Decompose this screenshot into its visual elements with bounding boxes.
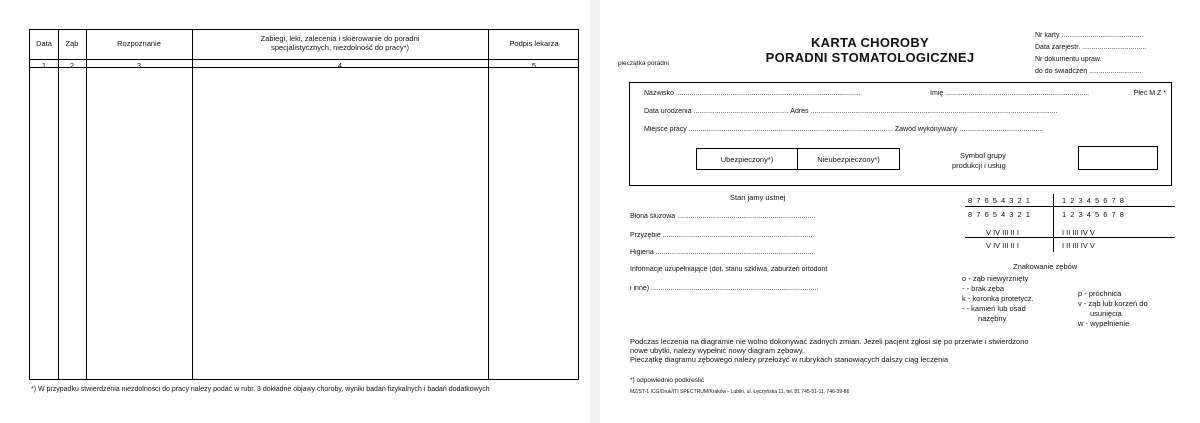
diagram-horizontal-line-2 bbox=[965, 237, 1175, 238]
print-info: MZ/ST-1 ICG/Druk/ITI SPECTRUM/Kraków - Lublin, ul. Łęczyńska 11, tel. 81 745-51-11, 746-39-86 bbox=[630, 389, 850, 395]
note-line-2: nowe ubytki, należy wypełnić nowy diagram zębowy. bbox=[630, 346, 805, 355]
group-symbol-label-2: produkcji i usług bbox=[952, 161, 1006, 170]
header-procedures-2: specjalistycznych, niezdolność do pracy*) bbox=[271, 43, 409, 52]
mucosa-field[interactable]: Błona śluzowa ....................................................................... bbox=[630, 213, 816, 220]
header-date: Data bbox=[36, 39, 52, 48]
legend-item: v - ząb lub korzeń do bbox=[1078, 299, 1148, 308]
teeth-lower-right: 8 7 6 5 4 3 2 1 bbox=[968, 210, 1031, 219]
left-footnote: *) W przypadku stwierdzenia niezdolności do pracy należy podać w rubr. 3 dokładne objawy choroby, wyniki badań fizykalnych i badań dodatkowych bbox=[31, 386, 490, 393]
registration-date-field[interactable]: Data zarejestr. ................................. bbox=[1035, 44, 1147, 51]
teeth-lower-left: 1 2 3 4 5 6 7 8 bbox=[1062, 210, 1125, 219]
column-tooth bbox=[58, 30, 87, 379]
dob-address-field[interactable]: Data urodzenia ................................................. Adres ............................................................................................................................... bbox=[644, 108, 1058, 115]
surname-field[interactable]: Nazwisko ............................................................................................... bbox=[644, 90, 861, 97]
col-number-5: 5 bbox=[531, 61, 537, 70]
group-symbol-input[interactable] bbox=[1078, 146, 1158, 170]
milk-teeth-upper-right: V IV III II I bbox=[986, 228, 1019, 237]
right-page bbox=[600, 0, 1200, 423]
insured-option[interactable]: Ubezpieczony*) bbox=[720, 155, 774, 164]
col-number-4: 4 bbox=[337, 61, 343, 70]
header-procedures-1: Zabiegi, leki, zalecenia i skierowanie do poradni bbox=[260, 34, 420, 43]
legend-title: Znakowanie zębów bbox=[1013, 262, 1078, 271]
header-tooth: Ząb bbox=[65, 39, 79, 48]
document-number-field[interactable]: do do świadczeń ........................... bbox=[1035, 68, 1142, 75]
header-diagnosis: Rozpoznanie bbox=[117, 39, 161, 48]
legend-item: - - kamień lub osad bbox=[962, 304, 1026, 313]
column-diagnosis bbox=[86, 30, 193, 379]
info-label: Informacje uzupełniające (dot. stanu szkliwa, zaburzeń ortodont bbox=[630, 266, 828, 273]
milk-teeth-lower-right: V IV III II I bbox=[986, 241, 1019, 250]
treatment-table bbox=[29, 29, 579, 380]
title-line-1: KARTA CHOROBY bbox=[810, 35, 929, 50]
note-line-3: Pieczątkę diagramu zębowego należy przełożyć w rubrykach stanowiących dalszy ciąg leczenia bbox=[630, 355, 949, 364]
col-number-2: 2 bbox=[69, 61, 75, 70]
hygiene-field[interactable]: Higiena ................................................................................. bbox=[630, 249, 814, 256]
uninsured-option[interactable]: Nieubezpieczony*) bbox=[817, 155, 880, 164]
legend-item: p - próchnica bbox=[1078, 289, 1122, 298]
page-gap bbox=[590, 0, 600, 423]
clinic-stamp-label: pieczątka poradni bbox=[618, 60, 669, 67]
column-procedures bbox=[192, 30, 489, 379]
col-number-1: 1 bbox=[41, 61, 47, 70]
oral-state-title: Stan jamy ustnej bbox=[730, 193, 786, 202]
sex-field[interactable]: Płeć M Z * bbox=[1133, 90, 1166, 97]
patient-box bbox=[629, 82, 1172, 186]
legend-item: usunięcia bbox=[1090, 309, 1122, 318]
legend-item: o - ząb niewyrżnięty bbox=[962, 274, 1029, 283]
col-number-3: 3 bbox=[136, 61, 142, 70]
workplace-occupation-field[interactable]: Miejsce pracy ......................................................................................................... Zawód wykonywany ........................................... bbox=[644, 126, 1044, 133]
note-line-1: Podczas leczenia na diagramie nie wolno dokonywać żadnych zmian. Jeżeli pacjent zgłosi się po przerwie i stwierdzono bbox=[630, 337, 1029, 346]
right-footnote: *) odpowiednio podkreślić bbox=[630, 377, 705, 384]
first-name-field[interactable]: Imię .......................................................................... bbox=[930, 90, 1090, 97]
info-field[interactable]: i inne) ...................................................................................... bbox=[630, 285, 819, 292]
card-number-field[interactable]: Nr karty .......................................... bbox=[1035, 32, 1144, 39]
legend-item: nazębny bbox=[978, 314, 1007, 323]
diagram-horizontal-line-1 bbox=[965, 206, 1175, 207]
diagram-vertical-line bbox=[1053, 194, 1054, 252]
insurance-box bbox=[696, 148, 900, 170]
legend-item: w - wypełnienie bbox=[1078, 319, 1130, 328]
header-signature: Podpis lekarza bbox=[509, 39, 559, 48]
teeth-upper-right: 8 7 6 5 4 3 2 1 bbox=[968, 196, 1031, 205]
legend-item: k - koronka protetycz. bbox=[962, 294, 1034, 303]
title-line-2: PORADNI STOMATOLOGICZNEJ bbox=[765, 50, 975, 65]
column-date bbox=[30, 30, 59, 379]
milk-teeth-upper-left: I II III IV V bbox=[1062, 228, 1095, 237]
left-page bbox=[0, 0, 590, 423]
teeth-upper-left: 1 2 3 4 5 6 7 8 bbox=[1062, 196, 1125, 205]
milk-teeth-lower-left: I II III IV V bbox=[1062, 241, 1095, 250]
legend-item: - - brak zęba bbox=[962, 284, 1005, 293]
gums-field[interactable]: Przyzębie ............................................................................. bbox=[630, 232, 813, 239]
group-symbol-label-1: Symbol grupy bbox=[960, 151, 1006, 160]
document-number-label: Nr dokumentu upraw. bbox=[1035, 56, 1102, 63]
